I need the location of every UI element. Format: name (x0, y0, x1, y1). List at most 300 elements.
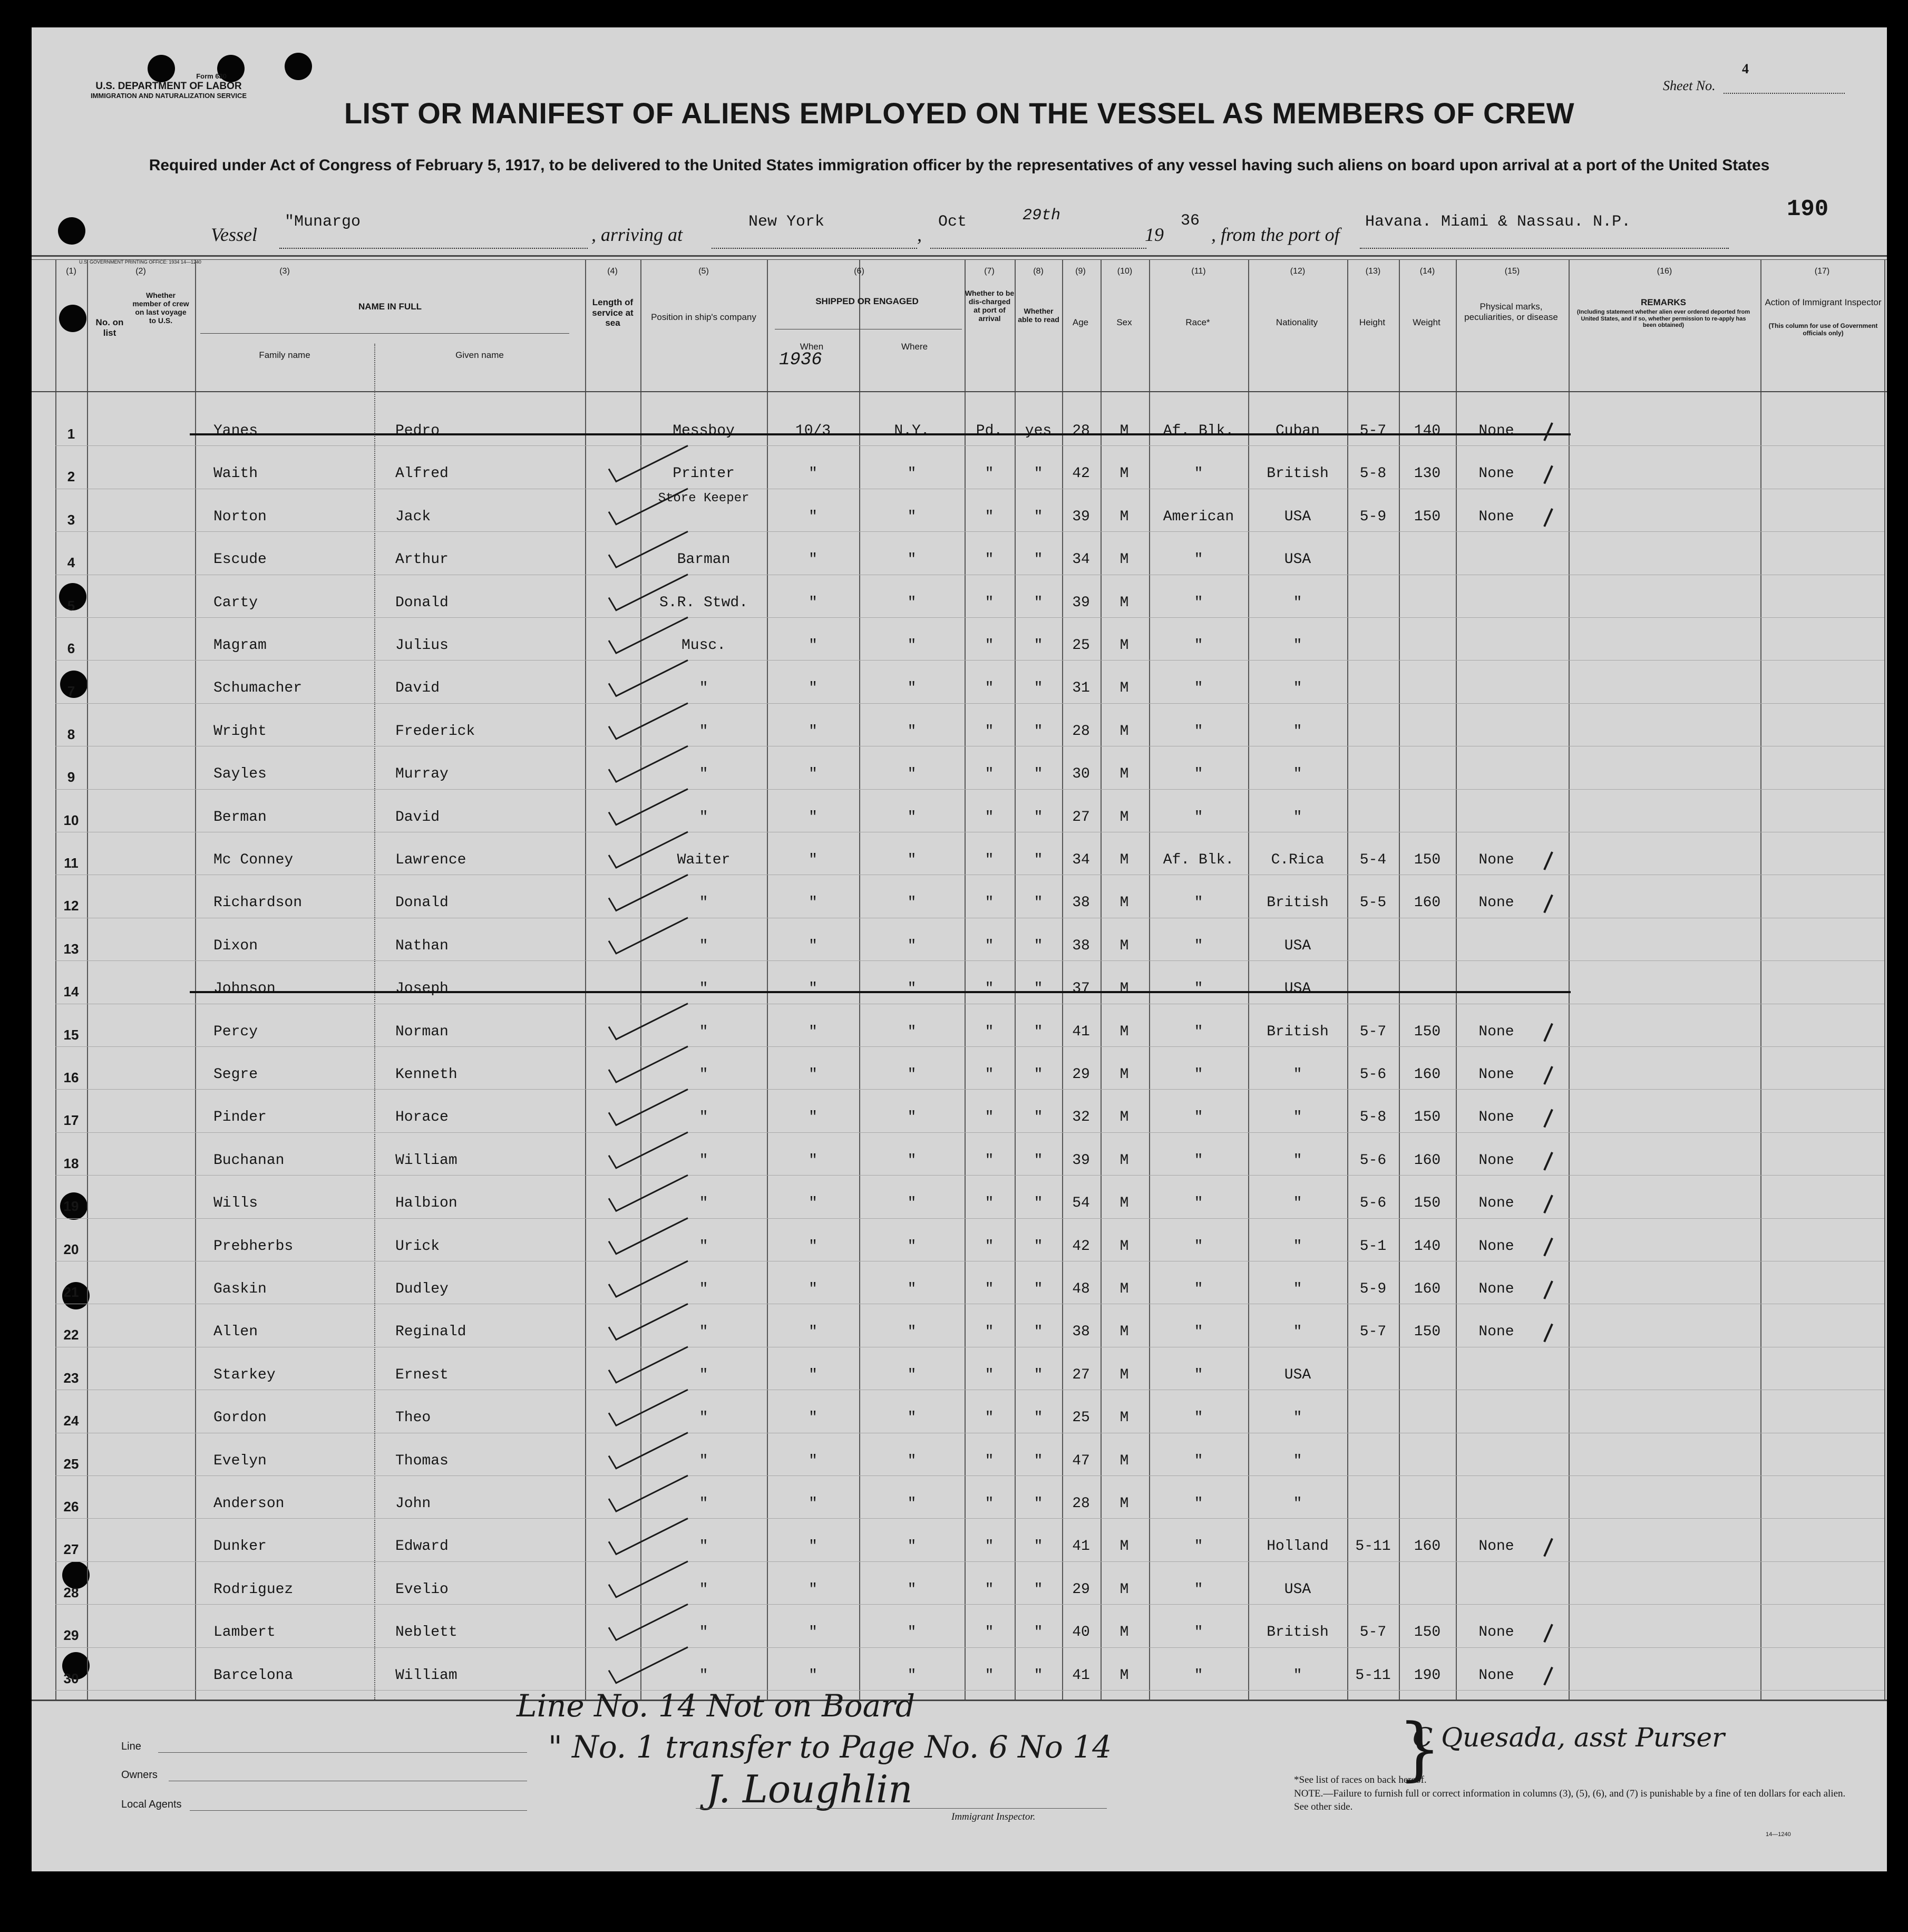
cell-race: " (1194, 637, 1203, 654)
check-mark (609, 445, 688, 481)
cell-weight: 150 (1414, 852, 1441, 868)
cell-where: " (907, 1624, 917, 1641)
cell-age: 42 (1072, 465, 1090, 482)
cell-height: 5-7 (1359, 1324, 1387, 1341)
cell-position: " (699, 766, 708, 783)
cell-weight: 190 (1414, 1667, 1441, 1684)
cell-phys: None (1478, 465, 1514, 482)
cell-nat: USA (1284, 1581, 1311, 1598)
cell-given: Horace (395, 1109, 449, 1126)
check-mark (609, 703, 688, 739)
col-name-in-full: NAME IN FULL (358, 302, 422, 312)
cell-when: " (809, 1324, 817, 1341)
cell-sex: M (1120, 852, 1129, 868)
cell-when: " (809, 1109, 817, 1126)
cell-position: Waiter (677, 852, 731, 868)
cell-when: " (809, 1581, 817, 1598)
cell-where: " (907, 1152, 917, 1169)
cell-given: John (395, 1496, 431, 1512)
cell-phys: None (1478, 1667, 1514, 1684)
check-mark (609, 617, 688, 653)
cell-nat: " (1293, 1410, 1302, 1426)
cell-height: 5-9 (1359, 1281, 1387, 1297)
cell-family: Berman (213, 809, 267, 826)
row-number: 29 (63, 1627, 79, 1644)
cell-disch: " (985, 1109, 994, 1126)
cell-race: " (1194, 809, 1203, 826)
cell-sex: M (1120, 637, 1129, 654)
cell-where: " (907, 1195, 917, 1212)
cell-family: Yanes (213, 423, 258, 439)
col-given-name: Given name (455, 350, 504, 360)
cell-given: Halbion (395, 1195, 457, 1212)
cell-given: Reginald (395, 1324, 466, 1341)
cell-disch: " (985, 551, 994, 568)
cell-read: " (1034, 809, 1043, 826)
cell-position: S.R. Stwd. (659, 594, 748, 611)
cell-family: Johnson (213, 980, 276, 997)
cell-age: 31 (1072, 680, 1090, 697)
cell-where: " (907, 1410, 917, 1426)
cell-family: Starkey (213, 1366, 276, 1383)
col-sex: Sex (1116, 317, 1132, 327)
cell-when: " (809, 680, 817, 697)
cell-nat: " (1293, 1195, 1302, 1212)
cell-sex: M (1120, 551, 1129, 568)
cell-phys: None (1478, 1066, 1514, 1083)
vessel-label: Vessel (211, 224, 257, 245)
cell-given: Murray (395, 766, 449, 783)
cell-position: " (699, 1238, 708, 1255)
cell-nat: Holland (1267, 1538, 1329, 1555)
cell-family: Allen (213, 1324, 258, 1341)
cell-read: " (1034, 594, 1043, 611)
column-number: (7) (984, 267, 995, 276)
cell-family: Evelyn (213, 1452, 267, 1469)
cell-sex: M (1120, 723, 1129, 740)
cell-age: 38 (1072, 895, 1090, 911)
row-number: 3 (67, 511, 75, 528)
row-number: 19 (63, 1198, 79, 1215)
cell-read: " (1034, 1195, 1043, 1212)
cell-read: " (1034, 465, 1043, 482)
column-number: (11) (1191, 267, 1206, 276)
cell-when: " (809, 1023, 817, 1040)
cell-where: " (907, 937, 917, 954)
row-number: 17 (63, 1112, 79, 1129)
cell-when: 10/3 (795, 423, 831, 439)
cell-height: 5-5 (1359, 895, 1387, 911)
cell-where: " (907, 551, 917, 568)
cell-race: " (1194, 766, 1203, 783)
cell-weight: 150 (1414, 1624, 1441, 1641)
column-number: (1) (66, 267, 76, 276)
cell-where: " (907, 508, 917, 525)
cell-age: 25 (1072, 1410, 1090, 1426)
cell-position: " (699, 1066, 708, 1083)
cell-disch: " (985, 465, 994, 482)
cell-sex: M (1120, 809, 1129, 826)
cell-race: " (1194, 1152, 1203, 1169)
remarks-note: (Including statement whether alien ever ordered deported from United States, and if so, whether permission to re-apply has been obtained) (1576, 309, 1750, 329)
cell-disch: " (985, 1452, 994, 1469)
cell-age: 27 (1072, 809, 1090, 826)
cell-when: " (809, 465, 817, 482)
cell-sex: M (1120, 594, 1129, 611)
cell-sex: M (1120, 980, 1129, 997)
cell-family: Barcelona (213, 1667, 294, 1684)
column-number: (6) (854, 267, 864, 276)
action-note: (This column for use of Government officials only) (1768, 322, 1878, 337)
cell-age: 38 (1072, 937, 1090, 954)
cell-nat: USA (1284, 551, 1311, 568)
cell-disch: " (985, 680, 994, 697)
col-physical: Physical marks, peculiarities, or disease (1464, 302, 1558, 322)
cell-read: " (1034, 637, 1043, 654)
cell-race: " (1194, 723, 1203, 740)
cell-read: yes (1025, 423, 1052, 439)
cell-read: " (1034, 508, 1043, 525)
cell-family: Lambert (213, 1624, 276, 1641)
check-mark (609, 1046, 688, 1082)
cell-where: " (907, 637, 917, 654)
cell-given: Jack (395, 508, 431, 525)
cell-age: 34 (1072, 852, 1090, 868)
cell-disch: " (985, 1023, 994, 1040)
cell-where: " (907, 980, 917, 997)
cell-sex: M (1120, 895, 1129, 911)
column-number: (14) (1419, 267, 1435, 276)
tick-mark (1544, 423, 1552, 441)
cell-sex: M (1120, 766, 1129, 783)
column-number: (8) (1033, 267, 1044, 276)
cell-family: Percy (213, 1023, 258, 1040)
cell-family: Sayles (213, 766, 267, 783)
row-number: 16 (63, 1070, 79, 1085)
cell-sex: M (1120, 1152, 1129, 1169)
tick-mark (1544, 1238, 1552, 1256)
form-subtitle: Required under Act of Congress of February 5, 1917, to be delivered to the United States immigration officer by the representatives of any vessel having such aliens on board upon arrival at a port of the United States (149, 157, 1770, 174)
column-number: (13) (1365, 267, 1381, 276)
cell-height: 5-8 (1359, 465, 1387, 482)
cell-height: 5-7 (1359, 1023, 1387, 1040)
tick-mark (1544, 1066, 1552, 1084)
cell-when: " (809, 637, 817, 654)
cell-height: 5-7 (1359, 1624, 1387, 1641)
cell-age: 28 (1072, 423, 1090, 439)
cell-where: " (907, 1066, 917, 1083)
cell-position: " (699, 1324, 708, 1341)
row-number: 26 (63, 1499, 79, 1514)
cell-phys: None (1478, 1023, 1514, 1040)
cell-where: " (907, 723, 917, 740)
row-number: 15 (63, 1026, 79, 1043)
tick-mark (1544, 1024, 1552, 1042)
cell-given: Kenneth (395, 1066, 457, 1083)
check-mark (609, 660, 688, 696)
cell-race: Af. Blk. (1163, 852, 1234, 868)
cell-disch: " (985, 1496, 994, 1512)
cell-sex: M (1120, 1581, 1129, 1598)
check-mark (609, 1175, 688, 1211)
row-number: 2 (67, 469, 75, 485)
cell-family: Buchanan (213, 1152, 285, 1169)
cell-when: " (809, 1366, 817, 1383)
cell-when: " (809, 508, 817, 525)
cell-family: Pinder (213, 1109, 267, 1126)
col-action: Action of Immigrant Inspector (1765, 297, 1882, 307)
cell-disch: " (985, 1152, 994, 1169)
col-nationality: Nationality (1276, 317, 1318, 327)
cell-read: " (1034, 1238, 1043, 1255)
cell-disch: " (985, 937, 994, 954)
tick-mark (1544, 1538, 1552, 1556)
cell-read: " (1034, 895, 1043, 911)
column-number: (12) (1290, 267, 1306, 276)
cell-position: " (699, 895, 708, 911)
col-height: Height (1359, 317, 1386, 327)
cell-given: Neblett (395, 1624, 457, 1641)
cell-nat: " (1293, 1281, 1302, 1297)
cell-sex: M (1120, 1667, 1129, 1684)
row-number: 5 (67, 597, 75, 614)
cell-position: " (699, 1538, 708, 1555)
cell-read: " (1034, 1281, 1043, 1297)
check-mark (609, 1089, 688, 1125)
vessel-name: "Munargo (285, 213, 361, 231)
cell-position: " (699, 1366, 708, 1383)
agents-label: Local Agents (121, 1799, 182, 1810)
race-footnote: *See list of races on back hereof. (1294, 1774, 1427, 1785)
cell-race: " (1194, 1023, 1203, 1040)
cell-nat: British (1267, 465, 1329, 482)
cell-family: Gaskin (213, 1281, 267, 1297)
check-mark (609, 832, 688, 868)
cell-race: " (1194, 1366, 1203, 1383)
column-number: (2) (135, 267, 146, 276)
cell-position: Printer (673, 465, 735, 482)
cell-nat: Cuban (1275, 423, 1320, 439)
cell-race: Af. Blk. (1163, 423, 1234, 439)
cell-nat: British (1267, 1624, 1329, 1641)
cell-when: " (809, 594, 817, 611)
cell-family: Rodriguez (213, 1581, 294, 1598)
cell-read: " (1034, 1624, 1043, 1641)
cell-family: Escude (213, 551, 267, 568)
handwritten-purser: C Quesada, asst Purser (1413, 1722, 1725, 1753)
cell-nat: " (1293, 594, 1302, 611)
cell-nat: British (1267, 895, 1329, 911)
row-number: 14 (63, 984, 79, 1000)
cell-family: Magram (213, 637, 267, 654)
cell-nat: USA (1284, 1366, 1311, 1383)
cell-disch: " (985, 1538, 994, 1555)
cell-position: " (699, 1624, 708, 1641)
form-title: LIST OR MANIFEST OF ALIENS EMPLOYED ON THE VESSEL AS MEMBERS OF CREW (344, 96, 1575, 130)
cell-phys: None (1478, 423, 1514, 439)
cell-phys: None (1478, 1109, 1514, 1126)
cell-where: " (907, 594, 917, 611)
cell-position: " (699, 980, 708, 997)
cell-family: Dunker (213, 1538, 267, 1555)
cell-position: Musc. (681, 637, 726, 654)
cell-race: " (1194, 1538, 1203, 1555)
cell-weight: 160 (1414, 895, 1441, 911)
cell-position: Barman (677, 551, 731, 568)
row-number: 8 (67, 726, 75, 742)
gpo-line: U.S. GOVERNMENT PRINTING OFFICE: 1934 14—1240 (79, 259, 201, 265)
cell-phys: None (1478, 1281, 1514, 1297)
cell-where: " (907, 1496, 917, 1512)
cell-when: " (809, 852, 817, 868)
cell-position: Messboy (673, 423, 735, 439)
cell-weight: 130 (1414, 465, 1441, 482)
cell-sex: M (1120, 1366, 1129, 1383)
cell-when: " (809, 551, 817, 568)
cell-given: Ernest (395, 1366, 449, 1383)
year-written: 1936 (779, 350, 822, 370)
cell-height: 5-1 (1359, 1238, 1387, 1255)
cell-nat: " (1293, 637, 1302, 654)
comma: , (917, 224, 922, 245)
row-number: 23 (63, 1370, 79, 1386)
from-label: , from the port of (1211, 224, 1340, 245)
column-number: (16) (1657, 267, 1672, 276)
cell-age: 41 (1072, 1538, 1090, 1555)
row-number: 22 (63, 1327, 79, 1343)
column-number: (3) (279, 267, 290, 276)
cell-nat: " (1293, 809, 1302, 826)
cell-where: N.Y. (894, 423, 930, 439)
cell-read: " (1034, 937, 1043, 954)
cell-disch: " (985, 1624, 994, 1641)
table-bottom-rule (32, 1700, 1887, 1701)
cell-race: " (1194, 980, 1203, 997)
cell-given: Donald (395, 895, 449, 911)
row-number: 11 (64, 855, 79, 871)
cell-read: " (1034, 1667, 1043, 1684)
footnote (1294, 1773, 1853, 1814)
col-where: Where (901, 342, 928, 352)
cell-given: David (395, 680, 440, 697)
handwritten-note-1: Line No. 14 Not on Board (517, 1688, 916, 1724)
cell-race: " (1194, 937, 1203, 954)
cell-family: Mc Conney (213, 852, 294, 868)
inspector-signature: J. Loughlin (706, 1767, 913, 1811)
cell-age: 39 (1072, 1152, 1090, 1169)
row-number: 18 (63, 1155, 79, 1171)
cell-disch: " (985, 1195, 994, 1212)
cell-read: " (1034, 1538, 1043, 1555)
cell-phys: None (1478, 1538, 1514, 1555)
sheet-number: 4 (1742, 61, 1749, 76)
check-mark (609, 1218, 688, 1254)
cell-given: Theo (395, 1410, 431, 1426)
cell-where: " (907, 465, 917, 482)
cell-family: Waith (213, 465, 258, 482)
cell-weight: 140 (1414, 423, 1441, 439)
arriving-label: , arriving at (591, 224, 683, 245)
cell-position: " (699, 1581, 708, 1598)
cell-family: Schumacher (213, 680, 303, 697)
year-prefix: 19 (1145, 224, 1164, 245)
check-mark (609, 918, 688, 954)
cell-nat: " (1293, 1152, 1302, 1169)
col-no-on-list: No. on list (95, 317, 124, 338)
cell-given: Norman (395, 1023, 449, 1040)
cell-sex: M (1120, 1238, 1129, 1255)
cell-when: " (809, 1410, 817, 1426)
cell-given: Thomas (395, 1452, 449, 1469)
form-code: 14—1240 (1766, 1831, 1791, 1838)
cell-age: 27 (1072, 1366, 1090, 1383)
line-fill (158, 1752, 527, 1753)
cell-disch: " (985, 1066, 994, 1083)
row-number: 21 (63, 1284, 79, 1300)
check-mark (609, 789, 688, 825)
brace: } (1398, 1708, 1442, 1789)
cell-weight: 160 (1414, 1281, 1441, 1297)
cell-given: David (395, 809, 440, 826)
check-mark (609, 1604, 688, 1640)
cell-given: Urick (395, 1238, 440, 1255)
cell-family: Norton (213, 508, 267, 525)
arrival-port: New York (748, 213, 825, 231)
cell-family: Wright (213, 723, 267, 740)
cell-where: " (907, 1667, 917, 1684)
cell-sex: M (1120, 1066, 1129, 1083)
cell-sex: M (1120, 1496, 1129, 1512)
tick-mark (1544, 852, 1552, 870)
cell-weight: 160 (1414, 1066, 1441, 1083)
col-length-service: Length of service at sea (592, 297, 634, 328)
cell-given: Joseph (395, 980, 449, 997)
col-remarks: REMARKS (1641, 297, 1686, 307)
cell-race: " (1194, 895, 1203, 911)
cell-sex: M (1120, 1324, 1129, 1341)
form-number: Form 630 (196, 72, 227, 80)
cell-where: " (907, 809, 917, 826)
cell-position: " (699, 937, 708, 954)
column-number: (15) (1504, 267, 1520, 276)
cell-age: 41 (1072, 1667, 1090, 1684)
cell-given: Julius (395, 637, 449, 654)
cell-family: Richardson (213, 895, 303, 911)
cell-read: " (1034, 1152, 1043, 1169)
row-number: 6 (67, 640, 75, 656)
cell-position: " (699, 1496, 708, 1512)
tick-mark (1544, 509, 1552, 527)
cell-race: " (1194, 1496, 1203, 1512)
col-family-name: Family name (259, 350, 310, 360)
cell-age: 30 (1072, 766, 1090, 783)
cell-where: " (907, 1023, 917, 1040)
cell-where: " (907, 852, 917, 868)
cell-given: Arthur (395, 551, 449, 568)
cell-age: 39 (1072, 508, 1090, 525)
cell-nat: " (1293, 1452, 1302, 1469)
cell-when: " (809, 809, 817, 826)
cell-disch: " (985, 1238, 994, 1255)
cell-read: " (1034, 551, 1043, 568)
cell-nat: " (1293, 1066, 1302, 1083)
cell-height: 5-6 (1359, 1066, 1387, 1083)
cell-race: " (1194, 680, 1203, 697)
cell-age: 28 (1072, 1496, 1090, 1512)
cell-race: " (1194, 1624, 1203, 1641)
cell-height: 5-11 (1355, 1538, 1391, 1555)
cell-nat: " (1293, 1324, 1302, 1341)
